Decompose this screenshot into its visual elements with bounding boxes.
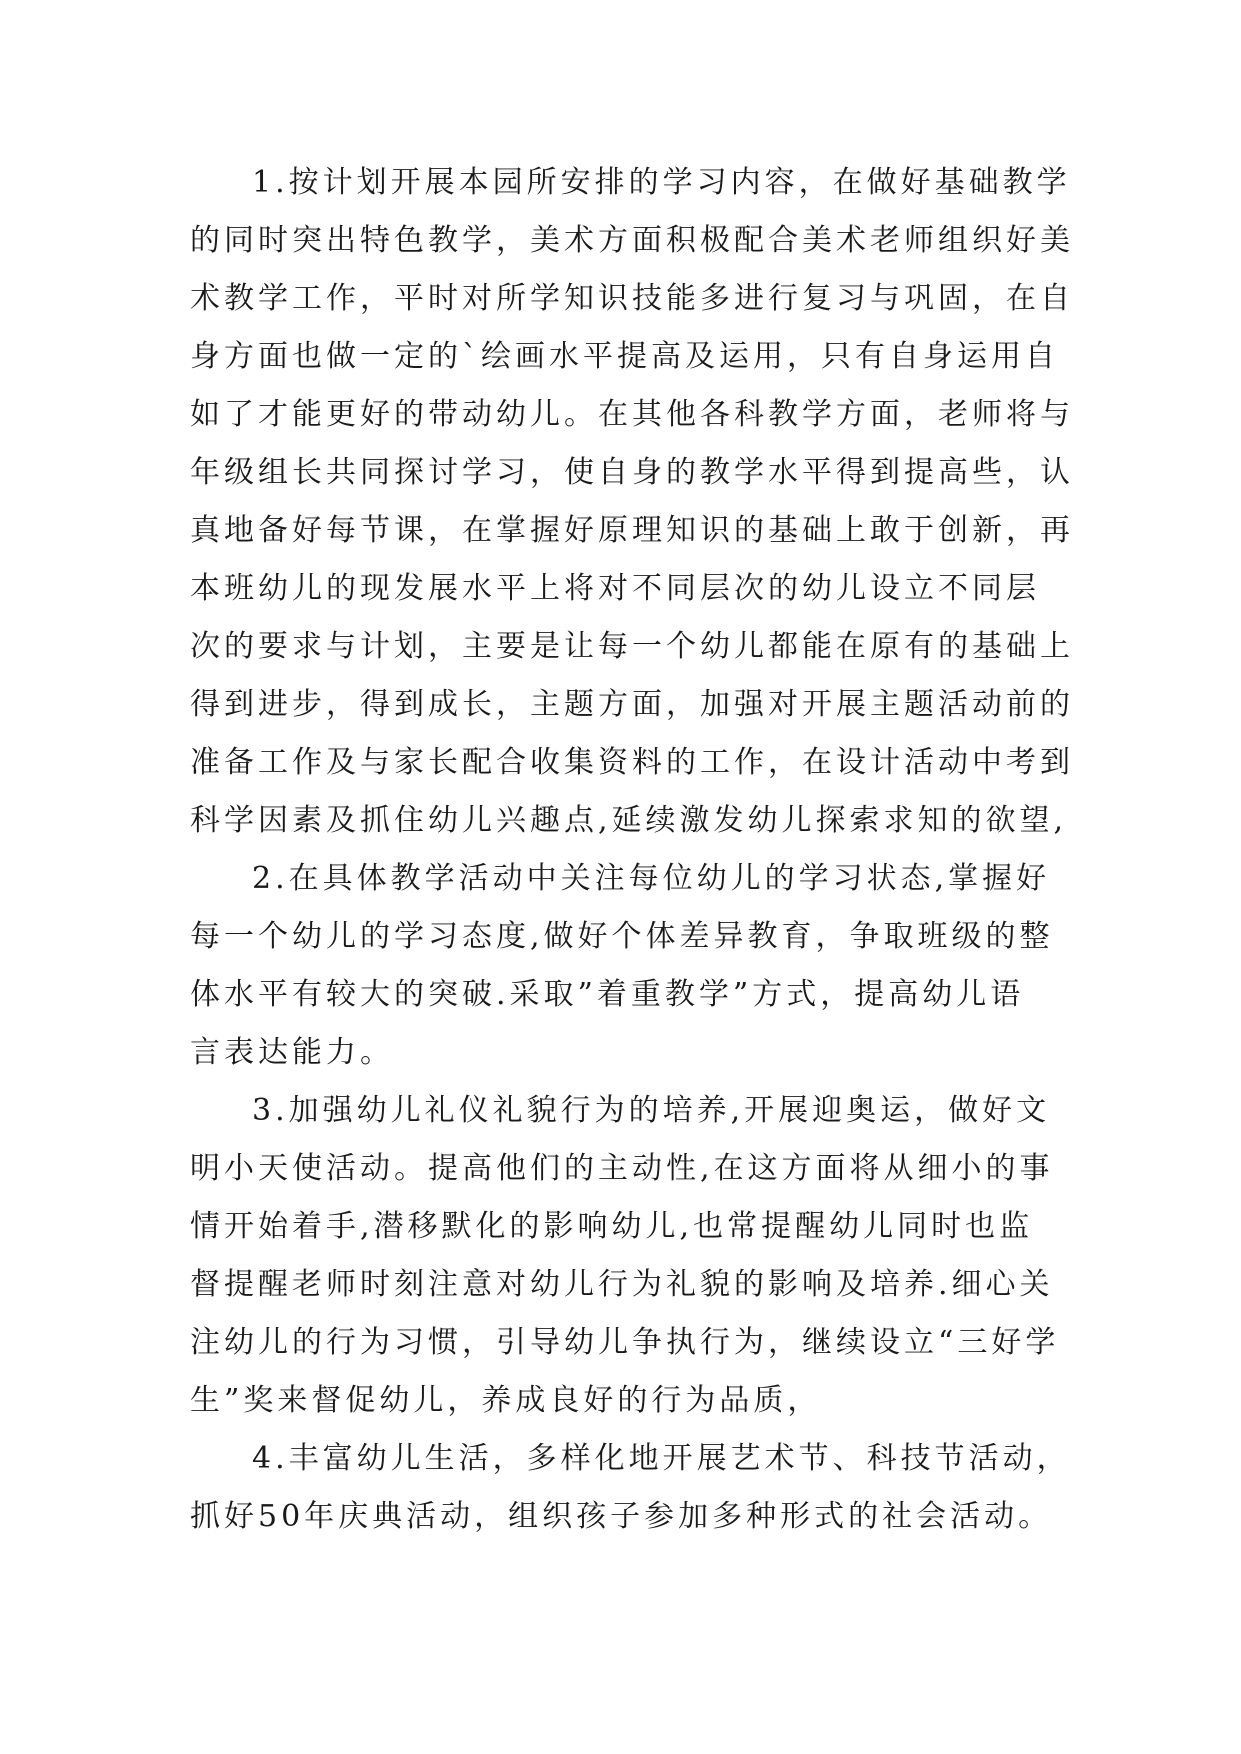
paragraph-line: 年级组长共同探讨学习，使自身的教学水平得到提高些，认 <box>190 455 1074 490</box>
paragraph-line: 体水平有较大的突破.采取”着重教学”方式，提高幼儿语 <box>190 977 1025 1012</box>
paragraph-line: 注幼儿的行为习惯，引导幼儿争执行为，继续设立“三好学 <box>190 1325 1060 1360</box>
paragraph-line: 真地备好每节课，在掌握好原理知识的基础上敢于创新，再 <box>190 513 1074 548</box>
paragraph-line: 本班幼儿的现发展水平上将对不同层次的幼儿设立不同层 <box>190 571 1040 606</box>
paragraph-line: 1.按计划开展本园所安排的学习内容，在做好基础教学 <box>252 165 1071 200</box>
paragraph-2 <box>190 850 1054 1082</box>
paragraph-line: 准备工作及与家长配合收集资料的工作，在设计活动中考到 <box>190 745 1074 780</box>
paragraph-line: 情开始着手,潜移默化的影响幼儿,也常提醒幼儿同时也监 <box>190 1209 1034 1244</box>
paragraph-line: 的同时突出特色教学，美术方面积极配合美术老师组织好美 <box>190 223 1074 258</box>
paragraph-line: 如了才能更好的带动幼儿。在其他各科教学方面，老师将与 <box>190 397 1074 432</box>
paragraph-line: 言表达能力。 <box>190 1035 394 1070</box>
paragraph-line: 术教学工作，平时对所学知识技能多进行复习与巩固，在自 <box>190 281 1074 316</box>
paragraph-line: 抓好50年庆典活动，组织孩子参加多种形式的社会活动。 <box>190 1499 1053 1534</box>
paragraph-line: 身方面也做一定的`绘画水平提高及运用，只有自身运用自 <box>190 339 1059 374</box>
paragraph-line: 2.在具体教学活动中关注每位幼儿的学习状态,掌握好 <box>252 861 1051 896</box>
paragraph-line: 科学因素及抓住幼儿兴趣点,延续激发幼儿探索求知的欲望, <box>190 803 1068 838</box>
paragraph-4 <box>190 1430 1071 1546</box>
paragraph-1 <box>190 154 1074 850</box>
document-body <box>190 154 1074 1546</box>
paragraph-line: 4.丰富幼儿生活，多样化地开展艺术节、科技节活动， <box>252 1441 1071 1476</box>
paragraph-line: 明小天使活动。提高他们的主动性,在这方面将从细小的事 <box>190 1151 1054 1186</box>
paragraph-line: 生”奖来督促幼儿，养成良好的行为品质， <box>190 1383 822 1418</box>
paragraph-3 <box>190 1082 1060 1430</box>
paragraph-line: 3.加强幼儿礼仪礼貌行为的培养,开展迎奥运，做好文 <box>252 1093 1051 1128</box>
paragraph-line: 每一个幼儿的学习态度,做好个体差异教育，争取班级的整 <box>190 919 1054 954</box>
paragraph-line: 督提醒老师时刻注意对幼儿行为礼貌的影响及培养.细心关 <box>190 1267 1054 1302</box>
paragraph-line: 得到进步，得到成长，主题方面，加强对开展主题活动前的 <box>190 687 1074 722</box>
paragraph-line: 次的要求与计划，主要是让每一个幼儿都能在原有的基础上 <box>190 629 1074 664</box>
